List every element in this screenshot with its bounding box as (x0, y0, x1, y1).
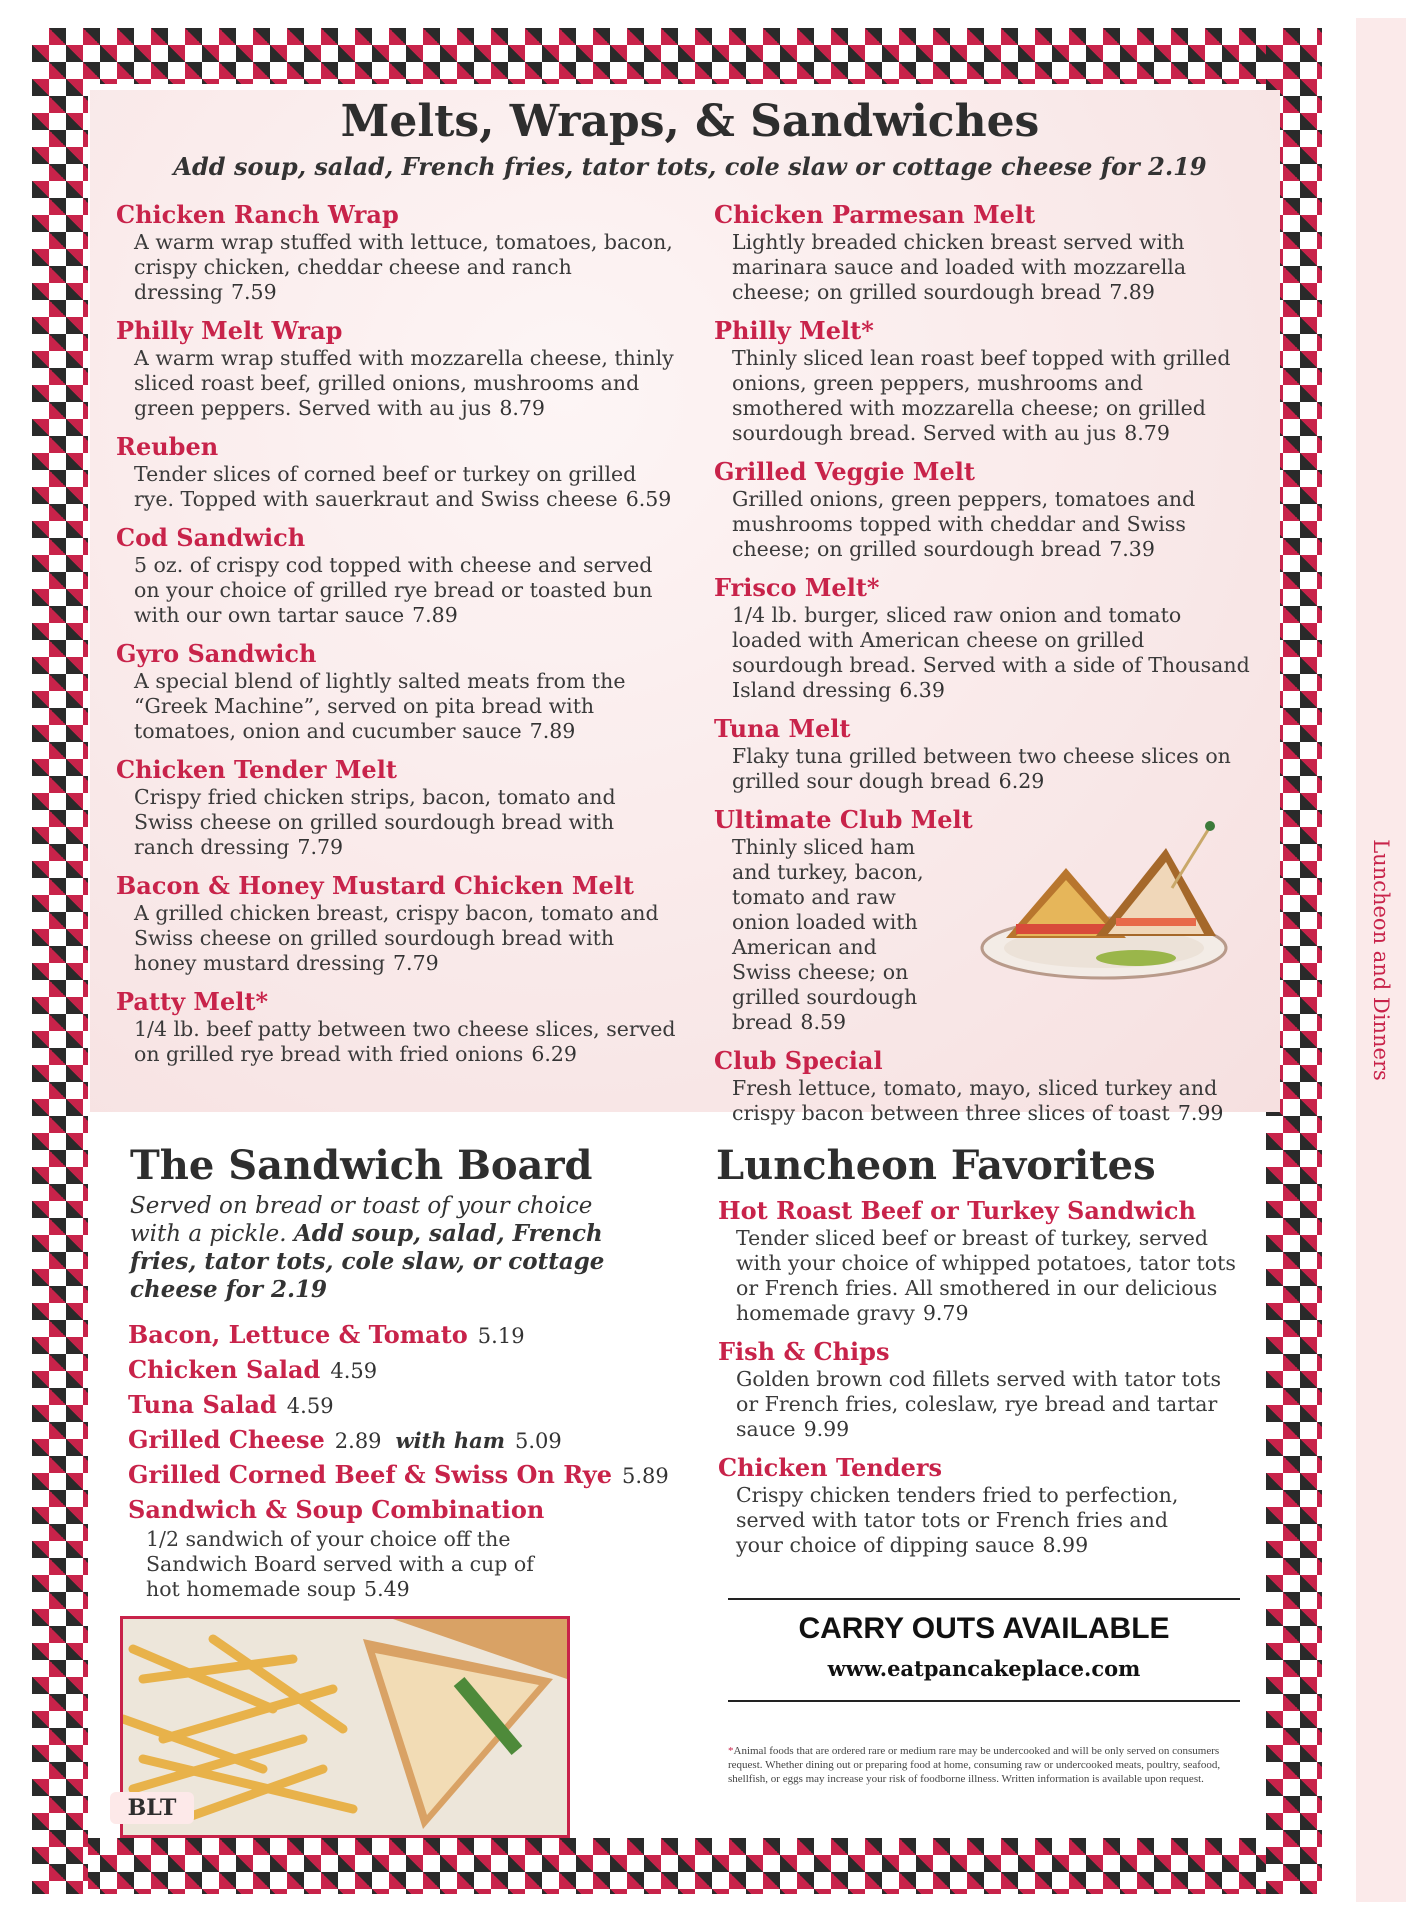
item-description: Golden brown cod fillets served with tator tots or French fries, coleslaw, rye bread and tartar sauce 9.99 (736, 1367, 1221, 1441)
sandwich-board-subtitle: Served on bread or toast of your choice with a pickle. Add soup, salad, French fries, tator tots, cole slaw, or cottage cheese for 2.19 (130, 1193, 605, 1303)
item-description: 5 oz. of crispy cod topped with cheese and served on your choice of grilled rye bread or toasted bun with our own tartar sauce 7.89 (134, 553, 653, 627)
sandwich-board-list (128, 1318, 688, 1602)
item-price: 8.99 (1042, 1533, 1089, 1557)
menu-item (714, 200, 1254, 305)
item-description: Crispy chicken tenders fried to perfection, served with tator tots or French fries and your choice of dipping sauce 8.99 (736, 1483, 1179, 1557)
item-price: 9.79 (922, 1301, 969, 1325)
item-price: 2.89 (334, 1429, 382, 1453)
menu-item (718, 1453, 1258, 1558)
item-description: A special blend of lightly salted meats from the “Greek Machine”, served on pita bread with tomatoes, onion and cucumber sauce 7.89 (134, 669, 626, 743)
melts-right-column (714, 200, 1254, 1137)
menu-item (718, 1196, 1258, 1326)
melts-title: Melts, Wraps, & Sandwiches (340, 96, 1040, 147)
item-name: Fish & Chips (718, 1337, 890, 1366)
luncheon-favorites-title: Luncheon Favorites (716, 1142, 1156, 1189)
carry-outs-title: CARRY OUTS AVAILABLE (798, 1612, 1170, 1645)
food-safety-disclaimer: *Animal foods that are ordered rare or medium rare may be undercooked and will be only served on consumers request. Whether dining out or preparing food at home, consuming raw or undercooked meats, poultry, seafood, shellfish, or eggs may increase your risk of foodborne illness. Written information is available upon request. (728, 1745, 1221, 1785)
menu-item (116, 639, 676, 744)
item-name: Ultimate Club Melt (714, 805, 973, 834)
item-description: 1/4 lb. beef patty between two cheese slices, served on grilled rye bread with fried onions 6.29 (134, 1017, 676, 1066)
item-description: Thinly sliced lean roast beef topped with grilled onions, green peppers, mushrooms and smothered with mozzarella cheese; on grilled sourdough bread. Served with au jus 8.79 (732, 346, 1231, 445)
item-description: Tender slices of corned beef or turkey on grilled rye. Topped with sauerkraut and Swiss cheese 6.59 (134, 462, 672, 511)
menu-item (718, 1337, 1258, 1442)
item-description: Grilled onions, green peppers, tomatoes and mushrooms topped with cheddar and Swiss cheese; on grilled sourdough bread 7.39 (732, 487, 1196, 561)
item-option-price: 5.09 (514, 1429, 562, 1453)
item-price: 7.79 (393, 951, 439, 975)
item-price: 8.59 (800, 1010, 847, 1034)
item-name: Chicken Parmesan Melt (714, 200, 1036, 229)
item-price: 6.39 (899, 678, 945, 702)
melts-subtitle: Add soup, salad, French fries, tator tots, cole slaw or cottage cheese for 2.19 (173, 152, 1207, 181)
menu-item (714, 1046, 1254, 1126)
item-name: Hot Roast Beef or Turkey Sandwich (718, 1196, 1196, 1225)
divider-bottom (728, 1700, 1240, 1702)
item-name: Chicken Ranch Wrap (116, 200, 399, 229)
item-description: 1/4 lb. burger, sliced raw onion and tomato loaded with American cheese on grilled sourdough bread. Served with a side of Thousand Island dressing 6.39 (732, 603, 1250, 702)
item-price: 7.79 (297, 835, 344, 859)
item-name: Bacon & Honey Mustard Chicken Melt (116, 871, 634, 900)
item-description: A warm wrap stuffed with mozzarella cheese, thinly sliced roast beef, grilled onions, mushrooms and green peppers. Served with au jus 8.79 (134, 346, 674, 420)
menu-item (714, 316, 1254, 446)
item-name: Gyro Sandwich (116, 639, 317, 668)
luncheon-favorites-list (718, 1196, 1258, 1569)
item-price: 7.59 (230, 280, 277, 304)
menu-item (714, 573, 1254, 703)
item-price: 7.89 (412, 603, 458, 627)
decorative-border-bottom (32, 1838, 1322, 1894)
item-description: Thinly sliced ham and turkey, bacon, tomato and raw onion loaded with American and Swiss cheese; on grilled sourdough bread 8.59 (732, 835, 924, 1034)
item-name: Grilled Veggie Melt (714, 457, 975, 486)
menu-item (714, 457, 1254, 562)
item-price: 4.59 (286, 1394, 334, 1418)
sandwich-board-title: The Sandwich Board (130, 1142, 593, 1189)
item-price: 5.89 (621, 1464, 669, 1488)
item-description: Crispy fried chicken strips, bacon, tomato and Swiss cheese on grilled sourdough bread with ranch dressing 7.79 (134, 785, 616, 859)
item-description: A warm wrap stuffed with lettuce, tomatoes, bacon, crispy chicken, cheddar cheese and ranch dressing 7.59 (134, 230, 673, 304)
item-price: 8.79 (499, 396, 545, 420)
item-price: 7.89 (1109, 280, 1155, 304)
item-description: Lightly breaded chicken breast served with marinara sauce and loaded with mozzarella cheese; on grilled sourdough bread 7.89 (732, 230, 1187, 304)
item-name: Chicken Tenders (718, 1453, 943, 1482)
item-price: 9.99 (803, 1417, 850, 1441)
menu-item (116, 523, 676, 628)
item-name: Philly Melt Wrap (116, 316, 343, 345)
combo-item-description: 1/2 sandwich of your choice off the Sandwich Board served with a cup of hot homemade soup 5.49 (146, 1527, 534, 1601)
menu-item (116, 432, 676, 512)
item-name: Philly Melt* (714, 316, 874, 345)
item-description: Tender sliced beef or breast of turkey, served with your choice of whipped potatoes, tator tots or French fries. All smothered in our delicious homemade gravy 9.79 (736, 1226, 1236, 1325)
list-item: Grilled Corned Beef & Swiss On Rye 5.89 (128, 1460, 669, 1489)
side-label: Luncheon and Dinners (1369, 839, 1393, 1081)
item-description: A grilled chicken breast, crispy bacon, tomato and Swiss cheese on grilled sourdough bread with honey mustard dressing 7.79 (134, 901, 659, 975)
item-option: with ham (395, 1428, 505, 1453)
melts-left-column (116, 200, 676, 1078)
item-price: 5.49 (364, 1577, 410, 1601)
item-name: Patty Melt* (116, 987, 269, 1016)
menu-item (116, 755, 676, 860)
menu-item (116, 987, 676, 1067)
decorative-border-top (32, 28, 1322, 84)
item-price: 8.79 (1124, 421, 1170, 445)
item-price: 6.29 (531, 1042, 577, 1066)
item-name: Tuna Melt (714, 714, 851, 743)
list-item: Grilled Cheese 2.89 with ham 5.09 (128, 1425, 562, 1454)
menu-item (116, 200, 676, 305)
list-item: Tuna Salad 4.59 (128, 1390, 334, 1419)
item-name: Frisco Melt* (714, 573, 880, 602)
item-name: Cod Sandwich (116, 523, 306, 552)
item-price: 6.29 (998, 769, 1045, 793)
item-name: Chicken Tender Melt (116, 755, 397, 784)
item-name: Club Special (714, 1046, 883, 1075)
decorative-border-left (32, 28, 88, 1894)
menu-item (714, 714, 1254, 794)
menu-item (116, 871, 676, 976)
item-price: 5.19 (477, 1324, 525, 1348)
item-description: Fresh lettuce, tomato, mayo, sliced turkey and crispy bacon between three slices of toast 7.99 (732, 1076, 1224, 1125)
list-item: Bacon, Lettuce & Tomato 5.19 (128, 1320, 525, 1349)
club-melt-photo (976, 808, 1232, 988)
item-price: 6.59 (625, 487, 672, 511)
item-name: Reuben (116, 432, 219, 461)
website-link[interactable]: www.eatpancakeplace.com (827, 1656, 1141, 1681)
combo-item-name: Sandwich & Soup Combination (128, 1495, 545, 1524)
menu-item (116, 316, 676, 421)
divider-top (728, 1598, 1240, 1600)
list-item: Chicken Salad 4.59 (128, 1355, 378, 1384)
item-price: 7.39 (1109, 537, 1155, 561)
photo-label: BLT (110, 1792, 194, 1824)
item-price: 7.99 (1177, 1101, 1224, 1125)
item-price: 4.59 (330, 1359, 378, 1383)
item-description: Flaky tuna grilled between two cheese slices on grilled sour dough bread 6.29 (732, 744, 1231, 793)
item-price: 7.89 (529, 719, 576, 743)
